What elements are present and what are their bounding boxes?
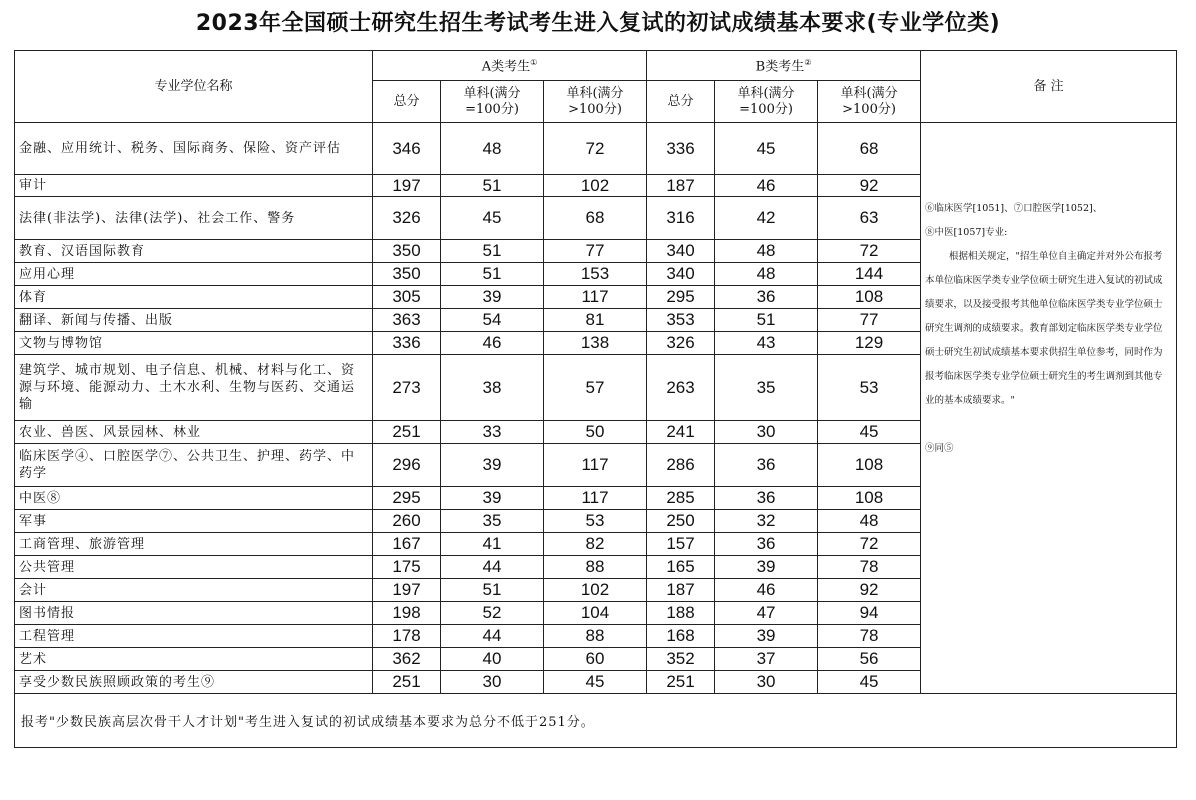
program-name: 教育、汉语国际教育 [15,240,373,263]
score-b-single-over100: 108 [818,286,921,309]
score-b-single-over100: 144 [818,263,921,286]
score-b-total: 168 [647,625,715,648]
score-a-total: 197 [373,579,441,602]
score-b-total: 187 [647,175,715,197]
score-b-total: 263 [647,355,715,421]
score-a-total: 346 [373,123,441,175]
program-name: 图书情报 [15,602,373,625]
program-name: 临床医学④、口腔医学⑦、公共卫生、护理、药学、中药学 [15,444,373,487]
header-a-total: 总分 [373,81,441,123]
score-b-single100: 46 [715,175,818,197]
header-b-single100: 单科(满分 =100分) [715,81,818,123]
score-a-single100: 39 [441,444,544,487]
score-a-total: 197 [373,175,441,197]
program-name: 艺术 [15,648,373,671]
score-a-total: 305 [373,286,441,309]
score-a-total: 336 [373,332,441,355]
score-b-single-over100: 92 [818,175,921,197]
score-b-single100: 48 [715,240,818,263]
score-b-single100: 45 [715,123,818,175]
score-a-single-over100: 57 [544,355,647,421]
score-b-single100: 51 [715,309,818,332]
remark-note9: ⑨同⑤ [925,443,954,454]
score-a-single100: 30 [441,671,544,694]
program-name: 法律(非法学)、法律(法学)、社会工作、警务 [15,197,373,240]
score-a-single-over100: 153 [544,263,647,286]
score-a-total: 273 [373,355,441,421]
program-name: 农业、兽医、风景园林、林业 [15,421,373,444]
score-a-single-over100: 50 [544,421,647,444]
score-a-single-over100: 72 [544,123,647,175]
score-a-single100: 44 [441,625,544,648]
score-b-single-over100: 78 [818,556,921,579]
score-b-single-over100: 72 [818,533,921,556]
score-a-single100: 54 [441,309,544,332]
score-a-single100: 45 [441,197,544,240]
program-name: 应用心理 [15,263,373,286]
score-b-total: 187 [647,579,715,602]
score-b-single-over100: 72 [818,240,921,263]
score-b-single-over100: 108 [818,487,921,510]
score-a-single100: 46 [441,332,544,355]
score-a-single-over100: 53 [544,510,647,533]
program-name: 文物与博物馆 [15,332,373,355]
score-b-single100: 42 [715,197,818,240]
score-b-total: 241 [647,421,715,444]
score-a-total: 296 [373,444,441,487]
score-a-total: 167 [373,533,441,556]
score-a-total: 295 [373,487,441,510]
program-name: 公共管理 [15,556,373,579]
score-b-single-over100: 63 [818,197,921,240]
header-b-single-over100: 单科(满分 >100分) [818,81,921,123]
score-b-total: 295 [647,286,715,309]
score-a-total: 175 [373,556,441,579]
score-b-total: 316 [647,197,715,240]
score-b-single100: 36 [715,444,818,487]
program-name: 金融、应用统计、税务、国际商务、保险、资产评估 [15,123,373,175]
program-name: 中医⑧ [15,487,373,510]
score-a-single100: 40 [441,648,544,671]
header-group-a: A类考生① [373,51,647,81]
score-b-total: 188 [647,602,715,625]
score-a-total: 178 [373,625,441,648]
score-a-single-over100: 138 [544,332,647,355]
score-a-single100: 39 [441,487,544,510]
score-b-total: 340 [647,263,715,286]
table-body [15,123,1177,748]
score-b-single100: 39 [715,625,818,648]
program-name: 建筑学、城市规划、电子信息、机械、材料与化工、资源与环境、能源动力、土木水利、生物与医药、交通运输 [15,355,373,421]
score-a-single100: 35 [441,510,544,533]
page-title: 2023年全国硕士研究生招生考试考生进入复试的初试成绩基本要求(专业学位类) [195,11,1001,36]
score-a-single-over100: 45 [544,671,647,694]
score-a-total: 363 [373,309,441,332]
score-b-total: 250 [647,510,715,533]
score-b-total: 285 [647,487,715,510]
score-b-total: 326 [647,332,715,355]
score-b-single100: 37 [715,648,818,671]
score-a-total: 198 [373,602,441,625]
score-a-single-over100: 81 [544,309,647,332]
score-b-single-over100: 94 [818,602,921,625]
remark-cell [921,123,1177,694]
score-table [14,50,1177,748]
score-b-total: 157 [647,533,715,556]
score-b-single-over100: 108 [818,444,921,487]
score-a-single100: 48 [441,123,544,175]
score-b-single100: 39 [715,556,818,579]
header-name: 专业学位名称 [15,51,373,123]
score-a-single100: 52 [441,602,544,625]
score-a-total: 251 [373,671,441,694]
score-b-single-over100: 68 [818,123,921,175]
remark-line1: ⑥临床医学[1051]、⑦口腔医学[1052]、 [925,203,1103,214]
score-a-single-over100: 117 [544,487,647,510]
score-b-single100: 43 [715,332,818,355]
score-b-total: 353 [647,309,715,332]
score-b-total: 352 [647,648,715,671]
score-a-single-over100: 102 [544,175,647,197]
score-b-single100: 36 [715,487,818,510]
score-a-single-over100: 82 [544,533,647,556]
table-row [15,123,1177,175]
score-b-single-over100: 78 [818,625,921,648]
header-a-single100: 单科(满分 =100分) [441,81,544,123]
score-b-single-over100: 48 [818,510,921,533]
score-a-single100: 44 [441,556,544,579]
score-b-total: 336 [647,123,715,175]
header-a-single-over100: 单科(满分 >100分) [544,81,647,123]
score-a-total: 251 [373,421,441,444]
program-name: 会计 [15,579,373,602]
score-b-single100: 48 [715,263,818,286]
score-b-single100: 30 [715,421,818,444]
program-name: 享受少数民族照顾政策的考生⑨ [15,671,373,694]
remark-body: 根据相关规定，"招生单位自主确定并对外公布报考本单位临床医学类专业学位硕士研究生进入复试的初试成绩要求，以及接受报考其他单位临床医学类专业学位硕士研究生调剂的成绩要求。教育部划定临床医学类专业学位硕士研究生初试成绩基本要求供招生单位参考，同时作为报考临床医学类专业学位硕士研究生的考生调剂到其他专业的基本成绩要求。" [925,251,1163,406]
score-a-total: 260 [373,510,441,533]
header-remark: 备 注 [921,51,1177,123]
score-a-single100: 51 [441,579,544,602]
score-b-single100: 46 [715,579,818,602]
remark-line2: ⑧中医[1057]专业: [925,227,1008,238]
score-a-single100: 33 [441,421,544,444]
program-name: 工程管理 [15,625,373,648]
score-a-single100: 39 [441,286,544,309]
score-a-single-over100: 88 [544,625,647,648]
score-b-single100: 35 [715,355,818,421]
score-a-single-over100: 117 [544,444,647,487]
score-b-single-over100: 45 [818,421,921,444]
score-a-total: 350 [373,263,441,286]
score-a-single-over100: 88 [544,556,647,579]
score-a-total: 350 [373,240,441,263]
score-a-single100: 51 [441,240,544,263]
score-a-single-over100: 77 [544,240,647,263]
header-group-b: B类考生② [647,51,921,81]
score-b-single100: 30 [715,671,818,694]
score-a-single-over100: 68 [544,197,647,240]
program-name: 审计 [15,175,373,197]
score-a-single100: 41 [441,533,544,556]
score-b-total: 286 [647,444,715,487]
score-b-single-over100: 53 [818,355,921,421]
score-b-total: 165 [647,556,715,579]
program-name: 体育 [15,286,373,309]
score-b-total: 340 [647,240,715,263]
score-a-single-over100: 102 [544,579,647,602]
score-a-total: 362 [373,648,441,671]
footer-row [15,694,1177,748]
score-a-single-over100: 60 [544,648,647,671]
program-name: 翻译、新闻与传播、出版 [15,309,373,332]
score-b-total: 251 [647,671,715,694]
program-name: 工商管理、旅游管理 [15,533,373,556]
score-b-single-over100: 56 [818,648,921,671]
score-a-single100: 51 [441,263,544,286]
score-b-single100: 47 [715,602,818,625]
score-b-single-over100: 77 [818,309,921,332]
score-a-single100: 51 [441,175,544,197]
score-b-single100: 36 [715,286,818,309]
score-b-single-over100: 92 [818,579,921,602]
score-a-single-over100: 104 [544,602,647,625]
score-b-single100: 32 [715,510,818,533]
score-b-single100: 36 [715,533,818,556]
score-a-total: 326 [373,197,441,240]
score-b-single-over100: 45 [818,671,921,694]
program-name: 军事 [15,510,373,533]
score-a-single-over100: 117 [544,286,647,309]
footer-note: 报考"少数民族高层次骨干人才计划"考生进入复试的初试成绩基本要求为总分不低于251分。 [15,694,1177,748]
score-b-single-over100: 129 [818,332,921,355]
header-b-total: 总分 [647,81,715,123]
score-a-single100: 38 [441,355,544,421]
